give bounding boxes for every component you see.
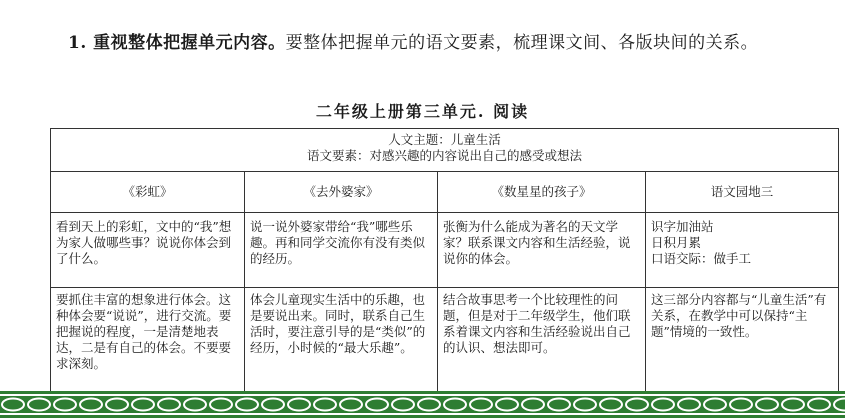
guidance-cell: 这三部分内容都与“儿童生活”有关系，在教学中可以保持“主题”情境的一致性。 [646, 288, 839, 393]
guidance-cell: 体会儿童现实生活中的乐趣，也是要说出来。同时，联系自己生活时，要注意引导的是“类似”的经历，小时候的“最大乐趣”。 [245, 288, 438, 393]
humanistic-theme: 人文主题：儿童生活 [388, 132, 501, 147]
decorative-border [0, 391, 845, 418]
garden-contents-cell [646, 213, 839, 288]
column-header: 《彩虹》 [51, 172, 245, 213]
guidance-cell: 结合故事思考一个比较理性的问题，但是对于二年级学生，他们联系着课文内容和生活经验说出自己的认识、想法即可。 [438, 288, 646, 393]
garden-item: 口语交际：做手工 [651, 251, 752, 266]
table-title: 二年级上册第三单元. 阅读 [315, 102, 530, 121]
language-element: 语文要素：对感兴趣的内容说出自己的感受或想法 [307, 148, 583, 163]
intro-lead: 1. 重视整体把握单元内容。 [68, 33, 286, 53]
column-header: 《去外婆家》 [245, 172, 438, 213]
intro-paragraph [68, 28, 808, 59]
intro-body: 要整体把握单元的语文要素，梳理课文间、各版块间的关系。 [285, 33, 759, 53]
question-cell: 说一说外婆家带给“我”哪些乐趣。再和同学交流你有没有类似的经历。 [245, 213, 438, 288]
column-header: 语文园地三 [646, 172, 839, 213]
column-header: 《数星星的孩子》 [438, 172, 646, 213]
garden-item: 识字加油站 [651, 219, 714, 234]
unit-table [50, 128, 839, 393]
guidance-cell: 要抓住丰富的想象进行体会。这种体会要“说说”，进行交流。要把握说的程度，一是清楚地表达，二是有自己的体会。不要要求深刻。 [51, 288, 245, 393]
theme-cell [51, 129, 839, 172]
garden-item: 日积月累 [651, 235, 702, 250]
question-cell: 张衡为什么能成为著名的天文学家？联系课文内容和生活经验，说说你的体会。 [438, 213, 646, 288]
question-cell: 看到天上的彩虹，文中的“我”想为家人做哪些事？说说你体会到了什么。 [51, 213, 245, 288]
